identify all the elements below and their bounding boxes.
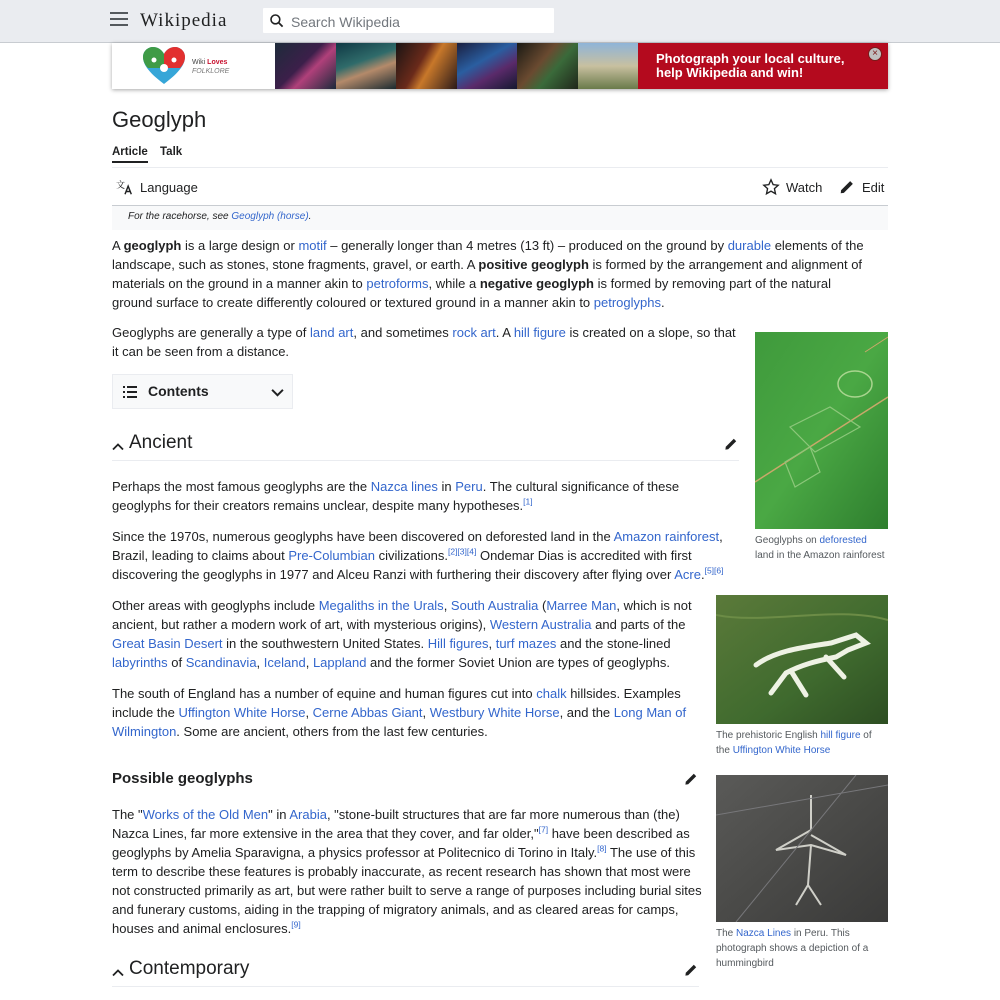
banner-message-line1: Photograph your local culture, [656,51,845,66]
banner-logo-text-loves: Loves [207,59,228,66]
banner-photo [578,43,639,89]
link-uffington-white-horse[interactable]: Uffington White Horse [178,705,306,720]
link-petroglyphs[interactable]: petroglyphs [593,295,661,310]
banner-logo-text-wiki: Wiki [192,59,206,66]
link-uffington-caption[interactable]: Uffington White Horse [732,745,831,756]
reference-link[interactable]: [7] [538,824,549,835]
link-pre-columbian[interactable]: Pre-Columbian [288,548,376,563]
link-works-of-the-old-men[interactable]: Works of the Old Men [142,807,269,822]
namespace-tabs [112,146,888,168]
reference-link[interactable]: [9] [291,919,301,930]
chevron-up-icon[interactable] [112,967,124,979]
link-megaliths-urals[interactable]: Megaliths in the Urals [318,598,444,613]
reference-link[interactable]: [2][3][4] [447,546,477,557]
language-label: Language [140,179,198,195]
link-long-man-of-wilmington[interactable]: Long Man of Wilmington [112,705,687,739]
intro-paragraph-2: Geoglyphs are generally a type of land art, and sometimes rock art. A hill figure is created on a slope, so that it can be seen from a distance. [112,325,736,359]
chevron-up-icon[interactable] [112,441,124,453]
link-hill-figure-caption[interactable]: hill figure [820,730,861,741]
heart-puzzle-logo-icon [142,46,186,86]
link-motif[interactable]: motif [298,238,327,253]
pencil-icon [838,178,856,196]
banner-photo-strip [275,43,638,89]
link-arabia[interactable]: Arabia [289,807,327,822]
link-western-australia[interactable]: Western Australia [489,617,592,632]
search-box[interactable] [262,7,555,34]
link-lappland[interactable]: Lappland [312,655,367,670]
link-durable[interactable]: durable [727,238,772,253]
link-turf-mazes[interactable]: turf mazes [495,636,557,651]
link-deforested[interactable]: deforested [819,535,867,546]
hatnote: For the racehorse, see Geoglyph (horse). [112,206,888,230]
section-title-possible-geoglyphs: Possible geoglyphs [112,770,253,787]
banner-photo [457,43,518,89]
banner-message-line2: help Wikipedia and win! [656,65,804,80]
uffington-figure-caption: The prehistoric English hill figure of the Uffington White Horse [716,730,872,756]
language-button[interactable] [116,178,198,196]
tab-article[interactable]: Article [112,146,148,163]
main-menu-icon[interactable] [110,12,128,28]
reference-link[interactable]: [5][6] [704,565,724,576]
page-toolbar [112,168,888,206]
watch-label: Watch [786,179,823,195]
svg-text:文: 文 [116,179,126,190]
link-petroforms[interactable]: petroforms [366,276,429,291]
link-nazca-lines[interactable]: Nazca lines [370,479,438,494]
link-cerne-abbas-giant[interactable]: Cerne Abbas Giant [312,705,423,720]
edit-section-pencil-icon[interactable] [723,436,739,452]
link-marree-man[interactable]: Marree Man [546,598,617,613]
section-heading-ancient [112,432,739,461]
section-title-contemporary: Contemporary [129,958,250,979]
wikipedia-wordmark[interactable]: Wikipedia [140,10,228,31]
page-title: Geoglyph [112,107,207,132]
banner-photo [517,43,578,89]
link-south-australia[interactable]: South Australia [450,598,539,613]
banner-photo [336,43,397,89]
link-hill-figure[interactable]: hill figure [513,325,566,340]
search-icon [269,13,285,29]
banner-message-panel[interactable] [638,43,888,89]
link-rock-art[interactable]: rock art [452,325,496,340]
nazca-hummingbird-image[interactable] [716,775,888,922]
reference-link[interactable]: [1] [523,496,533,507]
search-input[interactable] [289,11,548,32]
uffington-white-horse-image[interactable] [716,595,888,724]
hatnote-link[interactable]: Geoglyph (horse) [231,211,309,222]
edit-label: Edit [862,179,885,195]
ancient-paragraph-2: Since the 1970s, numerous geoglyphs have been discovered on deforested land in the Amazon rainforest, Brazil, leading to claims about Pre-Columbian civilizations.[2][3][4] Ondemar Dias is accredited with first discovering the geoglyphs in 1977 and Alceu Ranzi with furthering their discovery after flying over Acre.[5][6] [112,529,724,582]
edit-button[interactable] [838,178,884,196]
link-labyrinths[interactable]: labyrinths [112,655,168,670]
possible-paragraph-1: The "Works of the Old Men" in Arabia, "stone-built structures that are far more numerous than (the) Nazca Lines, far more extensive in the area that they cover, and far older,"[7] have been described as geoglyphs by Amelia Sparavigna, a physics professor at Politecnico di Torino in Italy.[8] The use of this term to describe these features is probably inaccurate, as recent research has shown that most were not constructed primarily as art, but were rather built to serve a range of purposes including burial sites and funerary customs, aiding in the trapping of migratory animals, and as cleared areas for camps, houses and animal enclosures.[9] [112,807,702,936]
link-hill-figures[interactable]: Hill figures [427,636,489,651]
watch-button[interactable] [762,178,822,196]
section-heading-possible-geoglyphs [112,770,699,792]
banner-photo [396,43,457,89]
link-westbury-white-horse[interactable]: Westbury White Horse [429,705,560,720]
ancient-paragraph-1: Perhaps the most famous geoglyphs are the Nazca lines in Peru. The cultural significance of these geoglyphs for their creators remains unclear, despite many hypotheses.[1] [112,479,680,513]
link-scandinavia[interactable]: Scandinavia [185,655,257,670]
contents-label: Contents [148,383,209,399]
ancient-paragraph-4: The south of England has a number of equine and human figures cut into chalk hillsides. Examples include the Uffington White Horse, Cerne Abbas Giant, Westbury White Horse, and the Long Man of Wilmington. Some are ancient, others from the last few centuries. [112,686,687,739]
banner-close-icon[interactable]: × [868,47,882,61]
star-icon [762,178,780,196]
section-title-ancient: Ancient [129,432,193,453]
edit-section-pencil-icon[interactable] [683,962,699,978]
reference-link[interactable]: [8] [597,843,607,854]
section-heading-contemporary [112,958,699,987]
link-great-basin-desert[interactable]: Great Basin Desert [112,636,223,651]
ancient-paragraph-3: Other areas with geoglyphs include Megaliths in the Urals, South Australia (Marree Man, which is not ancient, but rather a modern work of art, with mysterious origins), Western Australia and parts of the Great Basin Desert in the southwestern United States. Hill figures, turf mazes and the stone-lined labyrinths of Scandinavia, Iceland, Lappland and the former Soviet Union are types of geoglyphs. [112,598,692,670]
tab-talk[interactable]: Talk [160,146,183,158]
campaign-banner[interactable] [112,43,888,89]
banner-photo [275,43,336,89]
site-header [0,0,1000,43]
link-peru[interactable]: Peru [455,479,483,494]
banner-logo [112,43,275,89]
amazon-geoglyphs-image[interactable] [755,332,888,529]
contents-toggle[interactable] [112,374,293,409]
link-acre[interactable]: Acre [674,567,701,582]
amazon-figure-caption: Geoglyphs on deforested land in the Amazon rainforest [755,535,885,561]
link-iceland[interactable]: Iceland [263,655,306,670]
banner-logo-text-folklore: FOLKLORE [192,68,230,75]
link-chalk[interactable]: chalk [536,686,567,701]
nazca-figure-caption: The Nazca Lines in Peru. This photograph shows a depiction of a hummingbird [716,928,869,969]
link-nazca-lines-caption[interactable]: Nazca Lines [736,928,792,939]
chevron-down-icon [271,386,284,399]
link-amazon-rainforest[interactable]: Amazon rainforest [613,529,720,544]
intro-paragraph-1: A geoglyph is a large design or motif – generally longer than 4 metres (13 ft) – produced on the ground by durable elements of the landscape, such as stones, stone fragments, gravel, or earth. A positive geoglyph is formed by the arrangement and alignment of materials on the ground in a manner akin to petroforms, while a negative geoglyph is formed by removing part of the natural ground surface to create differently coloured or textured ground in a manner akin to petroglyphs. [112,238,864,310]
edit-section-pencil-icon[interactable] [683,771,699,787]
list-icon [123,385,137,399]
language-icon [116,178,134,196]
link-land-art[interactable]: land art [310,325,354,340]
